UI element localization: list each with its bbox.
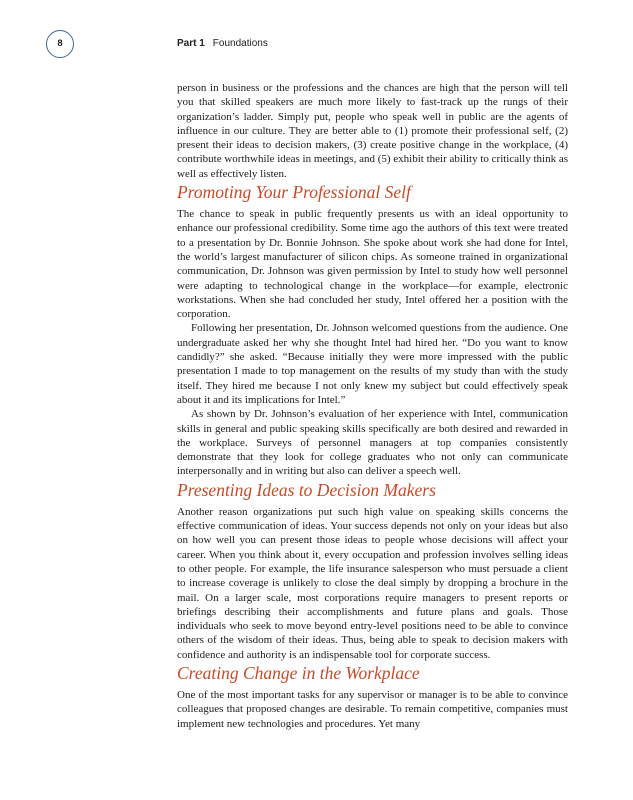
section-heading-workplace-change: Creating Change in the Workplace: [177, 662, 420, 683]
intro-paragraph: person in business or the professions and the chances are high that the person will tell you that skilled speakers are much more likely to fast-track up the rungs of their organization’s ladder. Simply put, people who speak well in public are the agents of influence in our culture. They are better able to (1) promote their professional self, (2) present their ideas to decision makers, (3) create positive change in the workplace, (4) contribute worthwhile ideas in meetings, and (5) exhibit their ability to critically think as well as effectively listen.: [177, 82, 569, 180]
body-paragraph: As shown by Dr. Johnson’s evaluation of her experience with Intel, communication skills in general and public speaking skills specifically are both desired and rewarded in the workplace. Surveys of personnel managers at top companies consistently demonstrate that they look for college graduates who not only can communicate interpersonally and in writing but also can deliver a speech well.: [177, 408, 568, 478]
page-body: [177, 81, 568, 731]
running-head: [177, 38, 268, 49]
body-paragraph: Another reason organizations put such high value on speaking skills concerns the effective communication of ideas. Your success depends not only on your ideas but also on how well you can present those ideas to people whose decisions will affect your career. When you think about it, every occupation and profession involves selling ideas to other people. For example, the life insurance salesperson who must persuade a client to increase coverage is unlikely to close the deal simply by dropping a brochure in the mail. On a larger scale, most corporations require managers to present reports or briefings describing their accomplishments and future plans and goals. Those individuals who seek to move beyond entry-level positions need to be able to convince others of the wisdom of their ideas. Thus, being able to speak to decision makers with confidence and authority is an indispensable tool for corporate success.: [177, 505, 568, 661]
section-heading-decision-makers: Presenting Ideas to Decision Makers: [177, 479, 436, 500]
body-paragraph: The chance to speak in public frequently presents us with an ideal opportunity to enhance our professional credibility. Some time ago the authors of this text were treated to a presentation by Dr. Bonnie Johnson. She spoke about work she had done for Intel, the world’s largest manufacturer of silicon chips. As someone trained in organizational communication, Dr. Johnson was given permission by Intel to study how well personnel were adapting to technological change in the workplace—for example, electronic workstations. When she had concluded her study, Intel offered her a position with the corporation.: [177, 208, 568, 321]
body-paragraph: One of the most important tasks for any supervisor or manager is to be able to convince colleagues that proposed changes are desirable. To remain competitive, companies must implement new technologies and procedures. Yet many: [177, 688, 568, 730]
part-label: Part 1: [177, 38, 205, 49]
section-heading-professional-self: Promoting Your Professional Self: [177, 182, 411, 203]
page-number: 8: [46, 30, 74, 58]
part-title: Foundations: [212, 38, 268, 49]
body-paragraph: Following her presentation, Dr. Johnson welcomed questions from the audience. One undergraduate asked her why she thought Intel had hired her. “Do you want to know candidly?” she asked. “Because initially they were more impressed with the public presentation I made to top management on the results of my study than with the study itself. They hired me because I not only knew my subject but could effectively speak about it and its implications for Intel.”: [177, 322, 568, 406]
